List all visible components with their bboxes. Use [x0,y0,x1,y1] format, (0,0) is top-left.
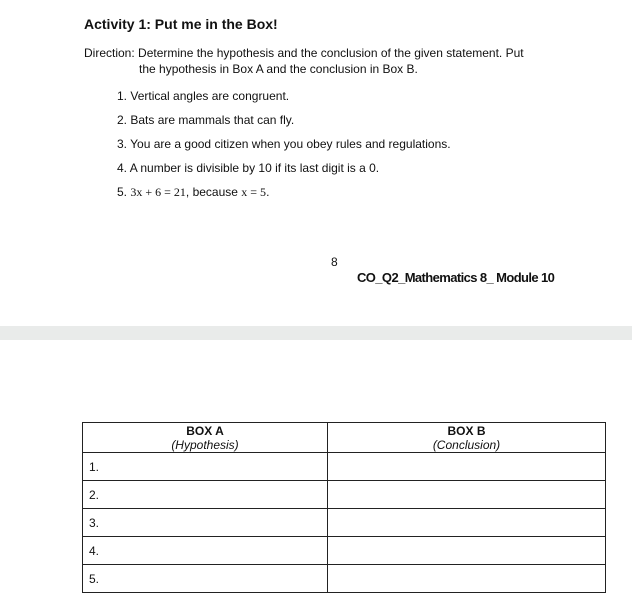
direction-label: Direction: [84,46,135,60]
page-separator [0,326,632,340]
box-b-cell[interactable] [328,509,606,537]
item-number: 4. [117,161,128,175]
item-number: 1. [117,89,128,103]
header-box-b [328,423,606,453]
header-box-a [83,423,328,453]
equation: x = 5 [241,185,267,199]
item-period: . [266,185,270,199]
item-text: , because [185,185,242,199]
direction-line2: the hypothesis in Box A and the conclusion in Box B. [139,62,418,76]
equation: 3x + 6 = 21 [130,185,186,199]
activity-title: Activity 1: Put me in the Box! [84,16,278,32]
item-number: 3. [117,137,128,151]
item-number: 2. [117,113,128,127]
item-text: Vertical angles are congruent. [130,89,290,103]
table-row [83,509,606,537]
box-a-cell[interactable]: 3. [83,509,328,537]
statement-item [117,185,269,200]
table-row [83,537,606,565]
box-a-cell[interactable]: 4. [83,537,328,565]
table-header-row [83,423,606,453]
page-number: 8 [331,255,338,269]
box-b-cell[interactable] [328,537,606,565]
item-number: 5. [117,185,128,199]
box-b-cell[interactable] [328,565,606,593]
table-row [83,481,606,509]
answer-table [82,422,606,593]
header-title: BOX B [447,423,486,438]
direction-line1: Determine the hypothesis and the conclusion of the given statement. Put [138,46,524,60]
header-title: BOX A [186,423,224,438]
box-a-cell[interactable]: 2. [83,481,328,509]
box-a-cell[interactable]: 1. [83,453,328,481]
item-text: A number is divisible by 10 if its last digit is a 0. [129,161,380,175]
item-text: Bats are mammals that can fly. [130,113,295,127]
statement-item [117,161,379,175]
table-row [83,565,606,593]
box-a-cell[interactable]: 5. [83,565,328,593]
box-b-cell[interactable] [328,481,606,509]
direction-text [84,45,594,77]
statement-item [117,113,294,127]
box-b-cell[interactable] [328,453,606,481]
statement-item [117,89,289,103]
header-subtitle: (Hypothesis) [171,437,239,452]
statement-item [117,137,451,151]
header-subtitle: (Conclusion) [432,437,501,452]
table-row [83,453,606,481]
module-footer: CO_Q2_Mathematics 8_ Module 10 [357,270,555,285]
item-text: You are a good citizen when you obey rules and regulations. [130,137,451,151]
